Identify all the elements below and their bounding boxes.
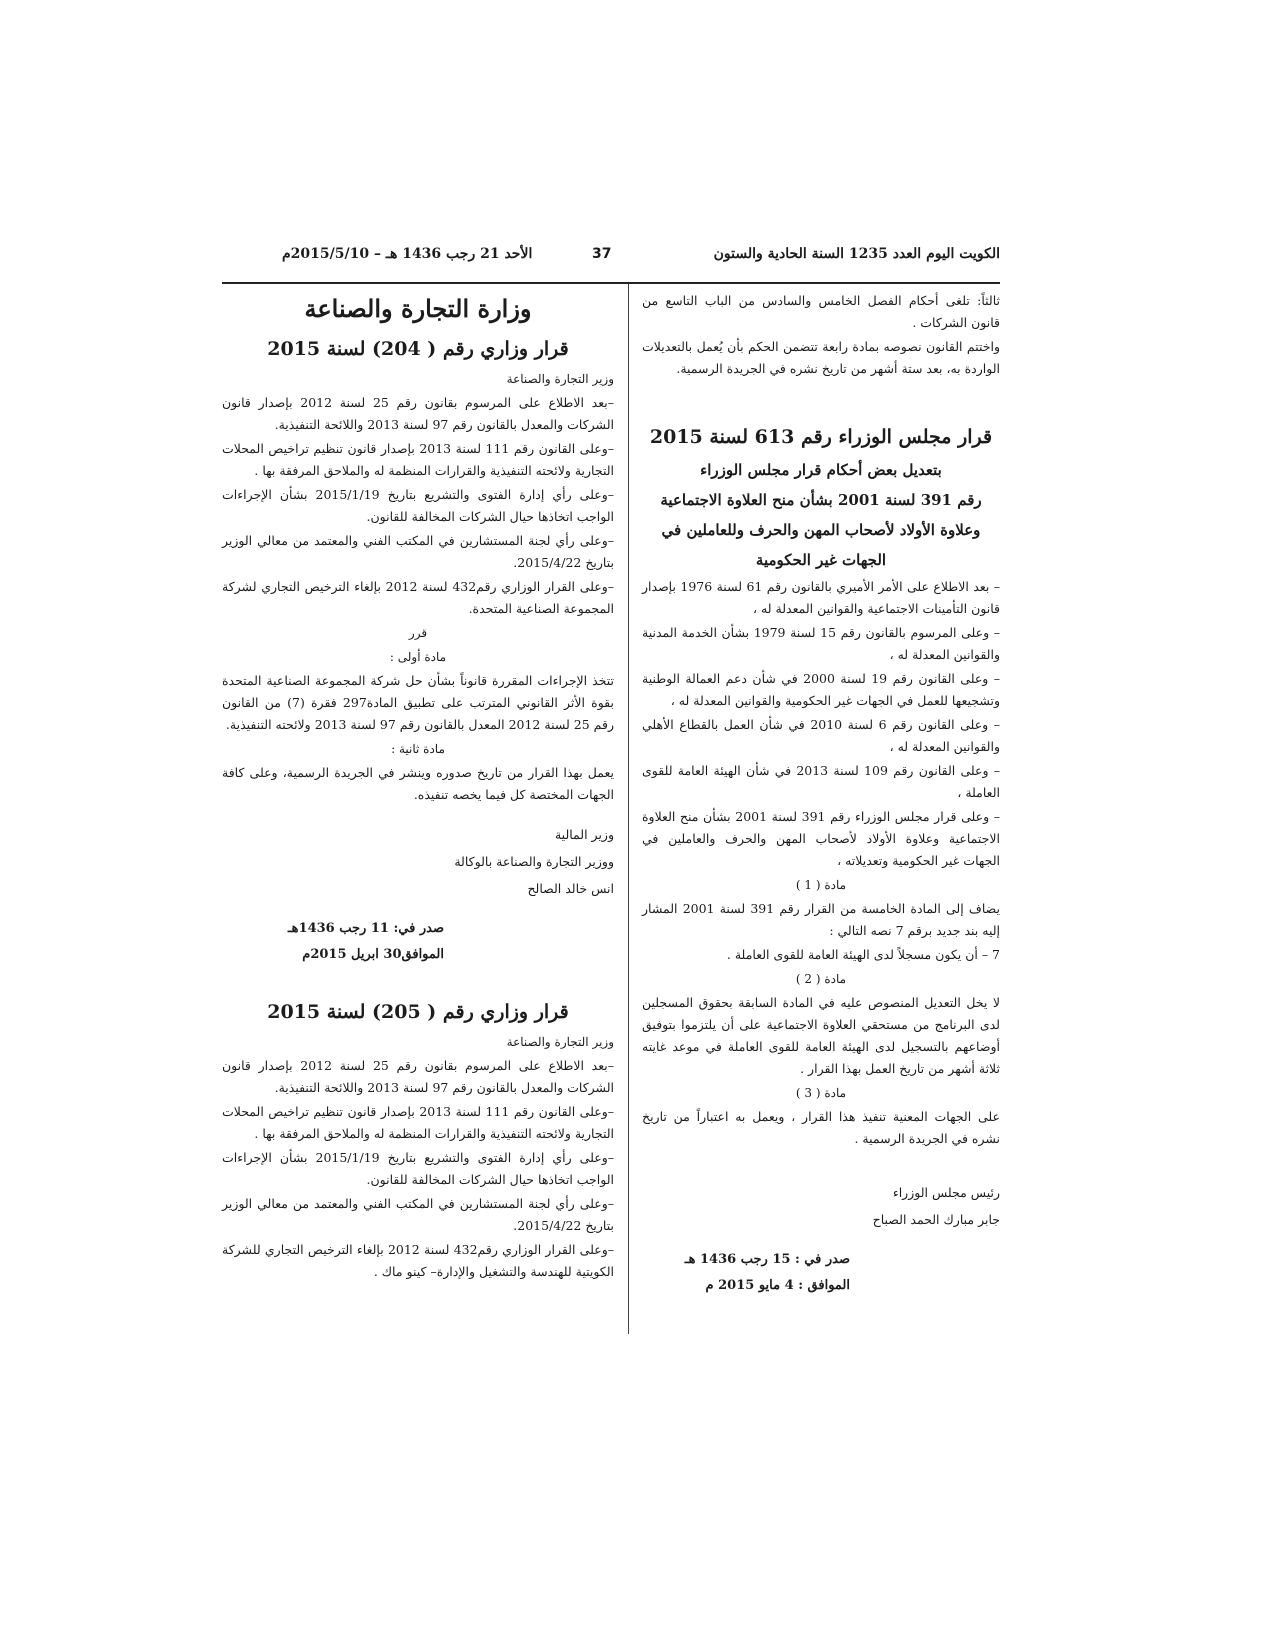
- column-divider: [628, 284, 629, 1334]
- header-date: الأحد 21 رجب 1436 هـ – 2015/5/10م: [282, 246, 533, 262]
- decision-subtitle-line: بتعديل بعض أحكام قرار مجلس الوزراء: [700, 461, 942, 479]
- article-text: يعمل بهذا القرار من تاريخ صدوره وينشر في الجريدة الرسمية، وعلى كافة الجهات المختصة كل فيما يخصه تنفيذه.: [222, 765, 614, 802]
- preamble-paragraph: –وعلى رأي إدارة الفتوى والتشريع بتاريخ 2015/1/19 بشأن الإجراءات الواجب اتخاذها حيال الشركات المخالفة للقانون.: [222, 1150, 614, 1187]
- preamble-paragraph: –وعلى القانون رقم 111 لسنة 2013 بإصدار قانون تنظيم تراخيص المحلات التجارية ولائحته التنفيذية والقرارات المنظمة له والملاحق المرفقة بها .: [222, 1104, 614, 1141]
- article-item: 7 – أن يكون مسجلاً لدى الهيئة العامة للقوى العاملة .: [726, 947, 1000, 962]
- issued-hijri: صدر في: 11 رجب 1436هـ: [287, 921, 444, 936]
- article-text: لا يخل التعديل المنصوص عليه في المادة السابقة بحقوق المسجلين لدى البرنامج من مستحقي العلاوة الاجتماعية على أن يلتزموا بتوفيق أوضاعهم بالتسجيل لدى الهيئة العامة للقوى العاملة في موعد غايته ثلاثة أشهر من تاريخ العمل بهذا القرار .: [642, 995, 1000, 1076]
- signatory-title: رئيس مجلس الوزراء: [892, 1185, 1000, 1200]
- ministerial-decision-title: قرار وزاري رقم ( 205) لسنة 2015: [267, 1001, 569, 1023]
- signatory-line: انس خالد الصالح: [527, 881, 614, 896]
- left-column: [222, 290, 614, 1285]
- article-heading: مادة أولى :: [389, 650, 447, 664]
- page-header: [222, 242, 1000, 270]
- preamble-paragraph: – وعلى القانون رقم 6 لسنة 2010 في شأن العمل بالقطاع الأهلي والقوانين المعدلة له ،: [642, 717, 1000, 754]
- preamble-paragraph: –بعد الاطلاع على المرسوم بقانون رقم 25 لسنة 2012 بإصدار قانون الشركات والمعدل بالقانون رقم 97 لسنة 2013 واللائحة التنفيذية.: [222, 1058, 614, 1095]
- article-text: يضاف إلى المادة الخامسة من القرار رقم 391 لسنة 2001 المشار إليه بند جديد برقم 7 نصه التالي :: [642, 901, 1000, 938]
- cabinet-decision-title: قرار مجلس الوزراء رقم 613 لسنة 2015: [649, 426, 993, 448]
- preamble-paragraph: –وعلى القانون رقم 111 لسنة 2013 بإصدار قانون تنظيم تراخيص المحلات التجارية ولائحته التنفيذية والقرارات المنظمة له والملاحق المرفقة بها .: [222, 441, 614, 478]
- article-text: تتخذ الإجراءات المقررة قانوناً بشأن حل شركة المجموعة الصناعية المتحدة بقوة الأثر القانوني المترتب على تطبيق المادة297 فقرة (7) من القانون رقم 25 لسنة 2012 المعدل بالقانون رقم 97 لسنة 2013 ولائحته التنفيذية.: [222, 673, 614, 732]
- signatory-line: ووزير التجارة والصناعة بالوكالة: [454, 854, 614, 869]
- preamble-paragraph: – وعلى قرار مجلس الوزراء رقم 391 لسنة 2001 بشأن منح العلاوة الاجتماعية وعلاوة الأولاد لأصحاب المهن والحرف والعاملين في الجهات غير الحكومية وتعديلاته ،: [642, 809, 1000, 868]
- header-issue-info: الكويت اليوم العدد 1235 السنة الحادية والستون: [713, 246, 1000, 262]
- page-number: 37: [592, 246, 612, 262]
- decision-subtitle-line: وعلاوة الأولاد لأصحاب المهن والحرف وللعاملين في: [661, 521, 981, 539]
- issued-gregorian: الموافق30 ابريل 2015م: [302, 947, 444, 962]
- article-text: على الجهات المعنية تنفيذ هذا القرار ، ويعمل به اعتباراً من تاريخ نشره في الجريدة الرسمية .: [642, 1109, 1000, 1146]
- issuer: وزير التجارة والصناعة: [506, 1035, 614, 1049]
- preamble-paragraph: –وعلى رأي إدارة الفتوى والتشريع بتاريخ 2015/1/19 بشأن الإجراءات الواجب اتخاذها حيال الشركات المخالفة للقانون.: [222, 487, 614, 524]
- article-heading: مادة ( 1 ): [795, 878, 847, 892]
- preamble-paragraph: – وعلى القانون رقم 109 لسنة 2013 في شأن الهيئة العامة للقوى العاملة ،: [642, 763, 1000, 800]
- ministerial-decision-title: قرار وزاري رقم ( 204) لسنة 2015: [267, 338, 569, 360]
- preamble-paragraph: – بعد الاطلاع على الأمر الأميري بالقانون رقم 61 لسنة 1976 بإصدار قانون التأمينات الاجتماعية والقوانين المعدلة له ،: [642, 579, 1000, 616]
- issued-hijri: صدر في : 15 رجب 1436 هـ: [684, 1252, 850, 1267]
- header-rule: [222, 282, 1000, 284]
- decision-subtitle-line: الجهات غير الحكومية: [755, 551, 887, 569]
- preamble-paragraph: –وعلى القرار الوزاري رقم432 لسنة 2012 بإلغاء الترخيص التجاري لشركة المجموعة الصناعية المتحدة.: [222, 579, 614, 616]
- resolved-label: قرر: [408, 626, 428, 640]
- preamble-paragraph: –وعلى رأي لجنة المستشارين في المكتب الفني والمعتمد من معالي الوزير بتاريخ 2015/4/22.: [222, 533, 614, 570]
- preamble-paragraph: – وعلى القانون رقم 19 لسنة 2000 في شأن دعم العمالة الوطنية وتشجيعها للعمل في الجهات غير الحكومية والقوانين المعدلة له ،: [642, 671, 1001, 708]
- preamble-paragraph: –وعلى رأي لجنة المستشارين في المكتب الفني والمعتمد من معالي الوزير بتاريخ 2015/4/22.: [222, 1196, 614, 1233]
- article-heading: مادة ثانية :: [391, 742, 445, 756]
- intro-paragraph: ثالثاً: تلغى أحكام الفصل الخامس والسادس من الباب التاسع من قانون الشركات .: [642, 293, 1000, 330]
- right-column: [642, 290, 1000, 1300]
- issued-gregorian: الموافق : 4 مايو 2015 م: [705, 1278, 850, 1293]
- article-heading: مادة ( 2 ): [795, 972, 847, 986]
- preamble-paragraph: – وعلى المرسوم بالقانون رقم 15 لسنة 1979 بشأن الخدمة المدنية والقوانين المعدلة له ،: [642, 625, 1000, 662]
- signatory-line: وزير المالية: [554, 827, 614, 842]
- preamble-paragraph: –بعد الاطلاع على المرسوم بقانون رقم 25 لسنة 2012 بإصدار قانون الشركات والمعدل بالقانون رقم 97 لسنة 2013 واللائحة التنفيذية.: [222, 395, 614, 432]
- intro-paragraph: واختتم القانون نصوصه بمادة رابعة تتضمن الحكم بأن يُعمل بالتعديلات الواردة به، بعد ستة أشهر من تاريخ نشره في الجريدة الرسمية.: [642, 339, 1000, 376]
- preamble-paragraph: –وعلى القرار الوزاري رقم432 لسنة 2012 بإلغاء الترخيص التجاري للشركة الكويتية للهندسة والتشغيل والإدارة– كينو ماك .: [222, 1242, 614, 1279]
- decision-subtitle-line: رقم 391 لسنة 2001 بشأن منح العلاوة الاجتماعية: [660, 491, 982, 509]
- ministry-title: وزارة التجارة والصناعة: [304, 294, 532, 323]
- signatory-name: جابر مبارك الحمد الصباح: [872, 1212, 1000, 1227]
- article-heading: مادة ( 3 ): [795, 1086, 847, 1100]
- issuer: وزير التجارة والصناعة: [506, 372, 614, 386]
